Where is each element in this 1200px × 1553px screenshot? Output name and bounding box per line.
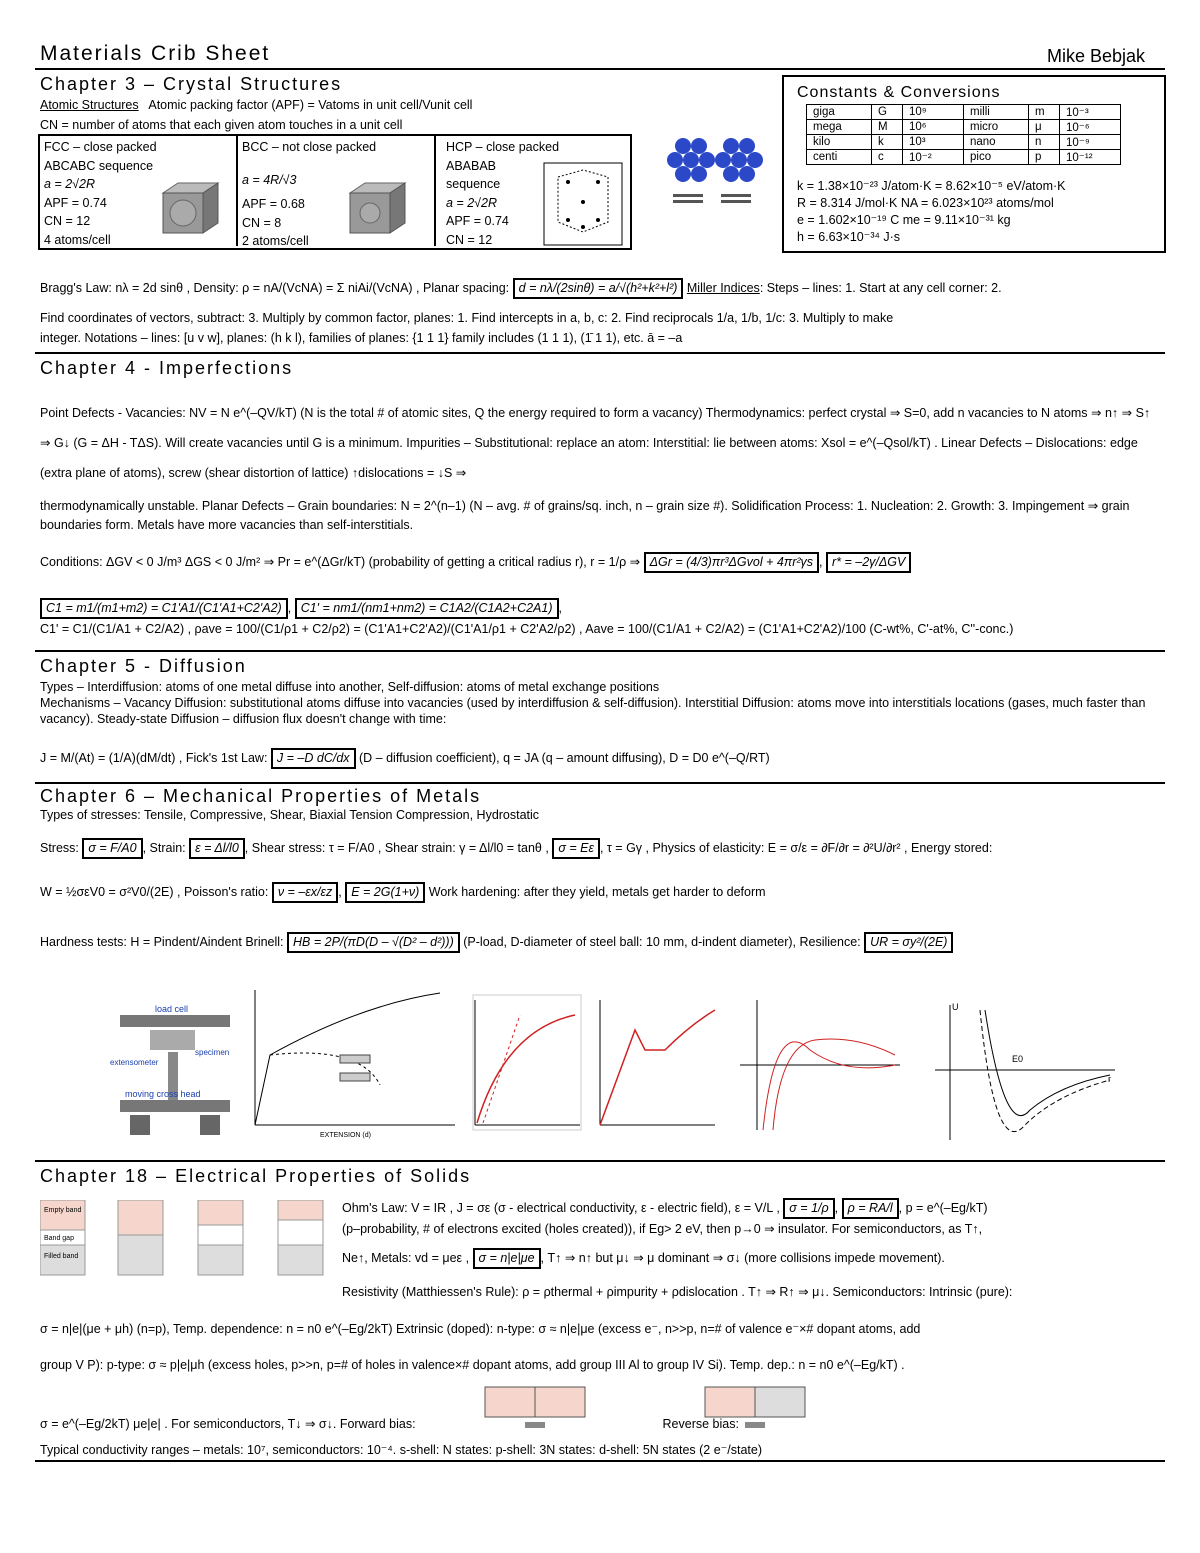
hardness-line	[40, 932, 953, 953]
miller-text: : Steps – lines: 1. Start at any cell corner: 2.	[759, 281, 1002, 295]
chapter-3-title: Chapter 3 – Crystal Structures	[40, 74, 343, 94]
hcp-line: sequence	[446, 177, 501, 191]
extensometer-label: extensometer	[110, 1058, 159, 1067]
resilience-equation: UR = σy²/(2E)	[864, 932, 953, 953]
band-gap-label: Band gap	[44, 1235, 74, 1242]
apf-text: Atomic packing factor (APF) = Vatoms in unit cell/Vunit cell	[148, 98, 473, 112]
fcc-cube-image	[158, 178, 228, 238]
hcp-cell-image	[543, 162, 623, 246]
band-diagrams	[40, 1200, 330, 1280]
specimen-label: specimen	[195, 1048, 230, 1057]
close-packed-spheres-image	[655, 132, 770, 222]
matthiessen-line: Resistivity (Matthiessen's Rule): ρ = ρthermal + ρimpurity + ρdislocation . T↑ ⇒ R↑ ⇒ μ↓. Semiconductors: Intrinsic (pure):	[342, 1285, 1013, 1299]
planar-defects-paragraph: thermodynamically unstable. Planar Defects – Grain boundaries: N = 2^(n–1) (N – avg. # of grains/sq. inch, n – grain size #). Solidification Process: 1. Nucleation: 2. Growth: 3. Impingement ⇒ grain boundaries form. Metals have more vacancies than self-interstitials.	[40, 499, 1130, 532]
intrinsic-line: σ = n|e|(μe + μh) (n=p), Temp. dependence: n = n0 e^(–Eg/2kT) Extrinsic (doped): n-type: σ ≈ n|e|μe (excess e⁻, n>>p, n=# of valence e⁻×# dopant atoms, add	[40, 1322, 921, 1336]
flux-text-2: (D – diffusion coefficient), q = JA (q – amount diffusing), D = D0 e^(–Q/RT)	[359, 751, 770, 765]
hardness-text-2: (P-load, D-diameter of steel ball: 10 mm, d-indent diameter), Resilience:	[463, 935, 861, 949]
flux-text: J = M/(At) = (1/A)(dM/dt) , Fick's 1st Law:	[40, 751, 268, 765]
table-row: centi c 10⁻² pico p 10⁻¹²	[807, 150, 1121, 165]
conditions-line: Conditions: ΔGV < 0 J/m³ ΔGS < 0 J/m² ⇒ Pr = e^(ΔGr/kT) (probability of getting a critical radius r), r = 1/ρ ⇒ ΔGr = (4/3)πr³ΔGvol + 4πr²γs , r* = –2γ/ΔGV	[40, 552, 911, 573]
bcc-line: 2 atoms/cell	[242, 234, 309, 248]
weight-fraction-equation: C1 = m1/(m1+m2) = C1'A1/(C1'A1+C2'A2)	[40, 598, 288, 619]
strain-label: , Strain:	[142, 841, 186, 855]
shear-modulus-equation: E = 2G(1+ν)	[345, 882, 425, 903]
metal-conductivity-equation: σ = n|e|μe	[473, 1248, 541, 1269]
energy-line: W = ½σεV0 = σ²V0/(2E) , Poisson's ratio: ν = –εx/εz , E = 2G(1+ν) Work hardening: after they yield, metals get harder to deform	[40, 882, 766, 903]
constants-title: Constants & Conversions	[797, 84, 1001, 101]
extrinsic-line: group V P): p-type: σ ≈ p|e|μh (excess holes, p>>n, p=# of holes in valence×# dopant atoms, add group III Al to group IV Si). Temp. dep.: n = n0 e^(–Eg/kT) .	[40, 1358, 905, 1372]
energy-axis-label: U	[952, 1002, 959, 1012]
divider	[35, 650, 1165, 652]
imperfections-paragraph: Point Defects - Vacancies: NV = N e^(–QV/kT) (N is the total # of atomic sites, Q the energy required to form a vacancy) Thermodynamics: perfect crystal ⇒ S=0, add n vacancies to N atoms ⇒ n↑ ⇒ S↑ ⇒ G↓ (G = ΔH - TΔS). Will create vacancies until G is a minimum. Impurities – Substitutional: replace an atom: Interstitial: lie between atoms: Xsol = e^(–Qsol/kT) . Linear Defects – Dislocations: edge (extra plane of atoms), screw (shear distortion of lattice) ↑dislocations = ↓S ⇒	[40, 406, 1151, 480]
hcp-line: APF = 0.74	[446, 214, 509, 228]
metals-text-2: , T↑ ⇒ n↑ but μ↓ ⇒ μ dominant ⇒ σ↓ (more collisions impede movement).	[540, 1251, 945, 1265]
atomic-structures-label: Atomic Structures	[40, 98, 139, 112]
tensile-machine-image	[110, 990, 240, 1140]
hcp-line: ABABAB	[446, 158, 497, 173]
bcc-line: CN = 8	[242, 215, 282, 230]
bias-line	[40, 1417, 739, 1432]
energy-text: W = ½σεV0 = σ²V0/(2E) , Poisson's ratio:	[40, 885, 269, 899]
constant-e: e = 1.602×10⁻¹⁹ C me = 9.11×10⁻³¹ kg	[797, 213, 1011, 227]
chapter-4-title: Chapter 4 - Imperfections	[40, 358, 294, 378]
bragg-text: Bragg's Law: nλ = 2d sinθ , Density: ρ = nA/(VcNA) = Σ niAi/(VcNA) , Planar spacing:	[40, 281, 510, 295]
work-hardening-text: Work hardening: after they yield, metals get harder to deform	[428, 885, 766, 899]
fcc-column	[44, 138, 157, 249]
page-title: Materials Crib Sheet	[40, 42, 271, 65]
metals-line	[342, 1248, 945, 1269]
divider	[35, 352, 1165, 354]
constant-k: k = 1.38×10⁻²³ J/atom·K = 8.62×10⁻⁵ eV/atom·K	[797, 179, 1066, 193]
distance-axis-label: r	[1108, 1074, 1111, 1084]
fcc-line: APF = 0.74	[44, 195, 107, 210]
bcc-line: a = 4R/√3	[242, 172, 297, 187]
hardness-text: Hardness tests: H = Pindent/Aindent Brinell:	[40, 935, 284, 949]
strain-equation: ε = Δl/l0	[189, 838, 245, 859]
fcc-line: ABCABC sequence	[44, 158, 154, 173]
ficks-law-equation: J = –D dC/dx	[271, 748, 356, 769]
miller-line-2: Find coordinates of vectors, subtract: 3. Multiply by common factor, planes: 1. Find intercepts in a, b, c: 2. Find reciprocals 1/a, 1/b, 1/c: 3. Multiply to make	[40, 311, 894, 325]
e0-label: E0	[1012, 1054, 1024, 1064]
constants-list	[797, 178, 1066, 246]
apf-line	[40, 98, 472, 113]
stress-equation: σ = F/A0	[82, 838, 142, 859]
conversion-line: C1' = C1/(C1/A1 + C2/A2) , ρave = 100/(C1/ρ1 + C2/ρ2) = (C1'A1+C2'A2)/(C1'A1/ρ1 + C2'A2/ρ2) , Aave = 100/(C1/A1 + C2/A2) = (C1'A1+C2'A2)/100 (C-wt%, C'-at%, C''-conc.)	[40, 622, 1014, 636]
stress-types: Types of stresses: Tensile, Compressive, Shear, Biaxial Tension Compression, Hydrostatic	[40, 808, 540, 822]
insulator-line: (p–probability, # of electrons excited (holes created)), if Eg> 2 eV, then p→0 ⇒ insulator. For semiconductors, as T↑,	[342, 1222, 983, 1236]
critical-radius-equation: r* = –2γ/ΔGV	[826, 552, 911, 573]
empty-band-label: Empty band	[44, 1207, 82, 1214]
stress-label: Stress:	[40, 841, 79, 855]
divider	[35, 68, 1165, 70]
chapter-18-title: Chapter 18 – Electrical Properties of Solids	[40, 1166, 472, 1186]
metals-text: Ne↑, Metals: vd = μeε ,	[342, 1251, 470, 1265]
cross-head-label: moving cross head	[125, 1089, 201, 1099]
shear-text: , Shear stress: τ = F/A0 , Shear strain: γ = Δl/l0 = tanθ ,	[244, 841, 549, 855]
reverse-bias-text: Reverse bias:	[662, 1417, 739, 1431]
constant-h: h = 6.63×10⁻³⁴ J·s	[797, 230, 900, 244]
brinell-equation: HB = 2P/(πD(D – √(D² – d²)))	[287, 932, 460, 953]
force-distance-curve	[735, 995, 905, 1135]
miller-label: Miller Indices	[686, 281, 760, 295]
chapter-5-title: Chapter 5 - Diffusion	[40, 656, 247, 676]
atom-fraction-equation: C1' = nm1/(nm1+nm2) = C1A2/(C1A2+C2A1)	[295, 598, 559, 619]
bcc-line: BCC – not close packed	[242, 140, 377, 154]
bcc-cube-image	[345, 178, 415, 238]
stress-strain-curve-1	[465, 990, 585, 1140]
bragg-line	[40, 278, 1002, 299]
ohms-law-text: Ohm's Law: V = IR , J = σε (σ - electrical conductivity, ε - electric field), ε = V/L ,	[342, 1201, 780, 1215]
divider	[35, 1160, 1165, 1162]
fcc-line: CN = 12	[44, 214, 91, 228]
diffusion-mechanisms: Mechanisms – Vacancy Diffusion: substitutional atoms diffuse into vacancies (used by interdiffusion & self-diffusion). Interstitial Diffusion: atoms move into interstitials locations (gases, much faster than vacancy). Steady-state Diffusion – diffusion flux doesn't change with time:	[40, 696, 1146, 726]
table-row: kilo k 10³ nano n 10⁻⁹	[807, 135, 1121, 150]
fcc-line: FCC – close packed	[44, 140, 157, 154]
conditions-text: Conditions: ΔGV < 0 J/m³ ΔGS < 0 J/m² ⇒ Pr = e^(ΔGr/kT) (probability of getting a critical radius r), r = 1/ρ ⇒	[40, 555, 641, 569]
probability-text: , p = e^(–Eg/kT)	[898, 1201, 988, 1215]
divider	[35, 782, 1165, 784]
ohms-law-line: Ohm's Law: V = IR , J = σε (σ - electrical conductivity, ε - electric field), ε = V/L , σ = 1/ρ , ρ = RA/l , p = e^(–Eg/kT)	[342, 1198, 988, 1219]
load-extension-graph	[240, 985, 460, 1140]
elasticity-text: , τ = Gγ , Physics of elasticity: E = σ/ε = ∂F/∂r = ∂²U/∂r² , Energy stored:	[599, 841, 993, 855]
hcp-line: a = 2√2R	[446, 195, 497, 210]
gibbs-energy-equation: ΔGr = (4/3)πr³ΔGvol + 4πr²γs	[644, 552, 819, 573]
extension-axis-label: EXTENSION (d)	[320, 1132, 371, 1139]
cn-text: CN = number of atoms that each given atom touches in a unit cell	[40, 118, 403, 132]
forward-bias-image	[475, 1382, 595, 1432]
planar-spacing-equation: d = nλ/(2sinθ) = a/√(h²+k²+l²)	[513, 278, 684, 299]
reverse-bias-image	[695, 1382, 815, 1432]
flux-line	[40, 748, 770, 769]
fcc-line: a = 2√2R	[44, 177, 95, 191]
hcp-line: CN = 12	[446, 232, 493, 247]
hookes-law-equation: σ = Eε	[552, 838, 600, 859]
composition-line: C1 = m1/(m1+m2) = C1'A1/(C1'A1+C2'A2) , C1' = nm1/(nm1+nm2) = C1A2/(C1A2+C2A1) ,	[40, 598, 562, 619]
chapter-6-title: Chapter 6 – Mechanical Properties of Metals	[40, 786, 482, 806]
stress-strain-curve-2	[595, 995, 720, 1135]
filled-band-label: Filled band	[44, 1253, 79, 1260]
fcc-line: 4 atoms/cell	[44, 232, 111, 247]
table-row: mega M 10⁶ micro μ 10⁻⁶	[807, 120, 1121, 135]
potential-energy-curve	[930, 1000, 1120, 1145]
resistivity-equation: ρ = RA/l	[842, 1198, 899, 1219]
conductivity-ranges: Typical conductivity ranges – metals: 10⁷, semiconductors: 10⁻⁴. s-shell: N states: p-shell: 3N states: d-shell: 5N states (2 e⁻/state)	[40, 1443, 763, 1457]
author: Mike Bebjak	[1046, 46, 1145, 66]
load-cell-label: load cell	[155, 1004, 189, 1014]
prefix-table	[806, 104, 1121, 165]
forward-bias-text: σ = e^(–Eg/2kT) μe|e| . For semiconductors, T↓ ⇒ σ↓. Forward bias:	[40, 1417, 416, 1431]
table-row: giga G 10⁹ milli m 10⁻³	[807, 105, 1121, 120]
conductivity-equation: σ = 1/ρ	[783, 1198, 834, 1219]
bcc-line: APF = 0.68	[242, 197, 305, 211]
miller-line-3: integer. Notations – lines: [u v w], planes: (h k l), families of planes: {1 1 1} family includes (1 1 1), (1̄ 1 1), etc. ā = –a	[40, 331, 683, 345]
poisson-equation: ν = –εx/εz	[272, 882, 338, 903]
divider	[35, 1460, 1165, 1462]
diffusion-types: Types – Interdiffusion: atoms of one metal diffuse into another, Self-diffusion: atoms of metal exchange positions	[40, 680, 660, 694]
hcp-line: HCP – close packed	[446, 140, 560, 154]
stress-line	[40, 838, 992, 859]
constant-r: R = 8.314 J/mol·K NA = 6.023×10²³ atoms/mol	[797, 196, 1054, 210]
